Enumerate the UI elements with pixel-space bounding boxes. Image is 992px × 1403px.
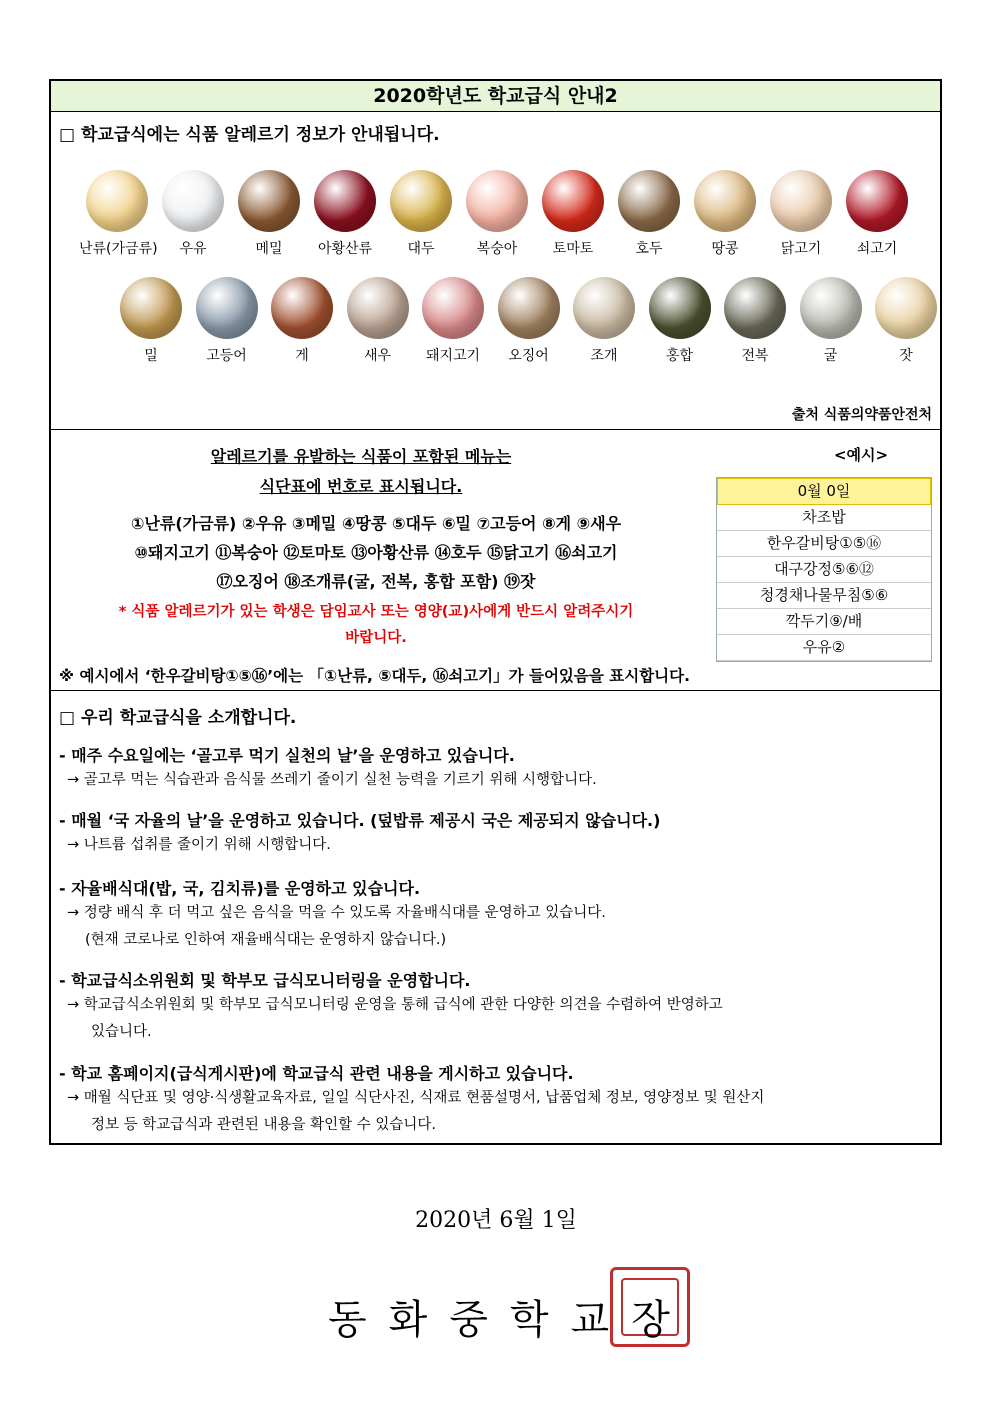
food-item [535, 170, 611, 258]
allergen-list-1: ①난류(가금류) ②우유 ③메밀 ④땅콩 ⑤대두 ⑥밀 ⑦고등어 ⑧게 ⑨새우 [130, 514, 622, 533]
food-item [264, 277, 340, 365]
food-item [839, 170, 915, 258]
allergen-list-3: ⑰오징어 ⑱조개류(굴, 전복, 홍합 포함) ⑲잣 [216, 572, 536, 591]
food-item [113, 277, 189, 365]
food-label: 게 [295, 348, 309, 364]
food-photo-icon [846, 170, 908, 232]
food-item [459, 170, 535, 258]
item-2-detail: → 나트륨 섭취를 줄이기 위해 시행합니다. [67, 837, 331, 853]
food-photo-icon [498, 277, 560, 339]
food-label: 홍합 [665, 348, 694, 364]
example-note: ※ 예시에서 ‘한우갈비탕①⑤⑯’에는 「①난류, ⑤대두, ⑯쇠고기」가 들어있음을 표시합니다. [59, 667, 690, 685]
food-photo-icon [271, 277, 333, 339]
item-3-text: - 자율배식대(밥, 국, 김치류)를 운영하고 있습니다. [59, 879, 421, 898]
example-label: <예시> [833, 446, 889, 464]
food-photo-icon [542, 170, 604, 232]
item-4-text: - 학교급식소위원회 및 학부모 급식모니터링을 운영합니다. [59, 971, 471, 990]
food-photo-icon [694, 170, 756, 232]
example-date-cell: 0월 0일 [717, 478, 931, 505]
food-photo-icon [314, 170, 376, 232]
item-5-detail-2: 정보 등 학교급식과 관련된 내용을 확인할 수 있습니다. [91, 1117, 437, 1133]
food-label: 고등어 [206, 348, 247, 364]
food-label: 조개 [590, 348, 618, 364]
food-label: 난류(가금류) [79, 241, 158, 257]
food-photo-icon [422, 277, 484, 339]
food-label: 땅콩 [711, 241, 739, 257]
section3-heading: □ 우리 학교급식을 소개합니다. [59, 708, 297, 728]
page-title: 2020학년도 학교급식 안내2 [51, 81, 940, 112]
item-4-detail-1: → 학교급식소위원회 및 학부모 급식모니터링 운영을 통해 급식에 관한 다양한 의견을 수렴하여 반영하고 [67, 997, 723, 1013]
food-photo-icon [770, 170, 832, 232]
item-5-detail-1: → 매월 식단표 및 영양·식생활교육자료, 일일 식단사진, 식재료 현품설명서, 납품업체 정보, 영양정보 및 원산지 [67, 1090, 765, 1106]
numbering-intro-line1: 알레르기를 유발하는 식품이 포함된 메뉴는 [210, 447, 512, 466]
food-photo-icon [196, 277, 258, 339]
example-menu-cell: 한우갈비탕①⑤⑯ [717, 531, 931, 557]
food-label: 토마토 [552, 241, 594, 257]
food-item [155, 170, 231, 258]
example-menu-cell: 우유② [717, 635, 931, 661]
item-4-detail-2: 있습니다. [91, 1024, 152, 1040]
example-menu-cell: 차조밥 [717, 505, 931, 531]
section1-heading: □ 학교급식에는 식품 알레르기 정보가 안내됩니다. [59, 125, 440, 145]
food-photo-icon [466, 170, 528, 232]
food-photo-icon [800, 277, 862, 339]
food-item [79, 170, 158, 258]
food-label: 새우 [363, 348, 392, 364]
principal-signature: 동화중학교장 [328, 1297, 692, 1343]
food-photo-icon [875, 277, 937, 339]
item-3-detail-1: → 정량 배식 후 더 먹고 싶은 음식을 먹을 수 있도록 자율배식대를 운영하고 있습니다. [67, 905, 606, 921]
item-1-text: - 매주 수요일에는 ‘골고루 먹기 실천의 날’을 운영하고 있습니다. [59, 746, 515, 765]
food-label: 전복 [741, 348, 769, 364]
food-item [687, 170, 763, 258]
allergy-food-section [51, 112, 940, 430]
allergy-numbering-section [51, 430, 940, 691]
food-item [763, 170, 839, 258]
food-item [868, 277, 944, 365]
food-item [566, 277, 642, 365]
food-item [491, 277, 567, 365]
food-item [415, 277, 491, 365]
food-label: 우유 [179, 241, 207, 257]
food-photo-icon [120, 277, 182, 339]
source-note: 출처 식품의약품안전처 [791, 407, 932, 423]
food-item [189, 277, 265, 365]
allergy-warning-2: 바랍니다. [345, 630, 407, 646]
food-label: 복숭아 [476, 241, 518, 257]
food-label: 잣 [899, 348, 913, 364]
food-label: 밀 [144, 348, 158, 364]
food-photo-icon [573, 277, 635, 339]
food-photo-icon [86, 170, 148, 232]
food-item [340, 277, 416, 365]
food-item [611, 170, 687, 258]
item-1-detail: → 골고루 먹는 식습관과 음식물 쓰레기 줄이기 실천 능력을 기르기 위해 시행합니다. [67, 772, 597, 788]
food-photo-icon [238, 170, 300, 232]
food-item [717, 277, 793, 365]
food-label: 닭고기 [780, 241, 822, 257]
food-label: 오징어 [508, 348, 549, 364]
food-label: 돼지고기 [425, 348, 481, 364]
food-label: 대두 [407, 241, 435, 257]
food-item [642, 277, 718, 365]
food-label: 메밀 [255, 241, 283, 257]
item-3-detail-2: (현재 코로나로 인하여 재율배식대는 운영하지 않습니다.) [85, 932, 447, 948]
notice-frame [49, 79, 942, 1145]
food-item [793, 277, 869, 365]
food-label: 쇠고기 [856, 241, 898, 257]
food-label: 굴 [823, 348, 838, 364]
allergy-warning-1: * 식품 알레르기가 있는 학생은 담임교사 또는 영양(교)사에게 반드시 알려주시기 [118, 604, 634, 620]
item-2-text: - 매월 ‘국 자율의 날’을 운영하고 있습니다. (덮밥류 제공시 국은 제공되지 않습니다.) [59, 811, 661, 830]
food-item [383, 170, 459, 258]
allergen-list-2: ⑩돼지고기 ⑪복숭아 ⑫토마토 ⑬아황산류 ⑭호두 ⑮닭고기 ⑯쇠고기 [134, 543, 618, 562]
food-photo-icon [347, 277, 409, 339]
issue-date: 2020년 6월 1일 [415, 1208, 577, 1233]
numbering-intro-line2: 식단표에 번호로 표시됩니다. [259, 477, 463, 496]
food-photo-icon [649, 277, 711, 339]
food-label: 호두 [635, 241, 663, 257]
food-item [307, 170, 383, 258]
item-5-text: - 학교 홈페이지(급식게시판)에 학교급식 관련 내용을 게시하고 있습니다. [59, 1064, 574, 1083]
food-photo-icon [390, 170, 452, 232]
example-menu-table [716, 477, 932, 662]
food-photo-icon [724, 277, 786, 339]
example-menu-cell: 청경채나물무침⑤⑥ [717, 583, 931, 609]
food-label: 아황산류 [317, 241, 373, 257]
food-item [231, 170, 307, 258]
example-menu-cell: 깍두기⑨/배 [717, 609, 931, 635]
food-photo-icon [618, 170, 680, 232]
food-photo-icon [162, 170, 224, 232]
example-menu-cell: 대구강정⑤⑥⑫ [717, 557, 931, 583]
school-meal-intro-section [51, 691, 940, 1143]
